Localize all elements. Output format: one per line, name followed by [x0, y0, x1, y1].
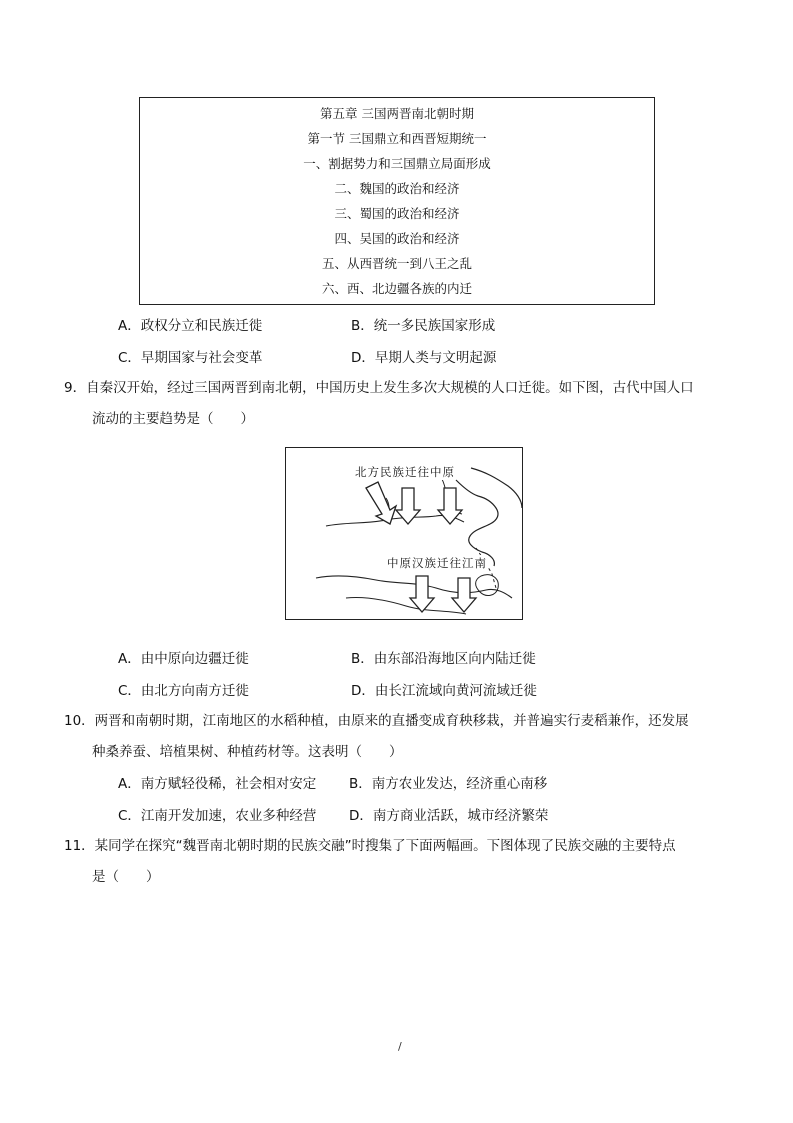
q10-option-d[interactable]: D．南方商业活跃，城市经济繁荣: [349, 808, 549, 824]
toc-item: 一、割据势力和三国鼎立局面形成: [303, 156, 491, 171]
q9-stem-line1: 9．自秦汉开始，经过三国两晋到南北朝，中国历史上发生多次大规模的人口迁徙。如下图，古代中国人口: [64, 380, 694, 396]
toc-section-title: 第一节 三国鼎立和西晋短期统一: [307, 131, 487, 146]
map-label-north: 北方民族迁往中原: [355, 465, 455, 479]
migration-arrow-north-1: [366, 482, 396, 524]
q8-option-b[interactable]: B．统一多民族国家形成: [351, 318, 496, 334]
q9-stem-line2: 流动的主要趋势是（ ）: [92, 411, 254, 427]
migration-arrow-south-2: [452, 578, 476, 612]
page-mark: /: [398, 1040, 402, 1053]
q11-stem-line1: 11．某同学在探究“魏晋南北朝时期的民族交融”时搜集了下面两幅画。下图体现了民族交融的主要特点: [64, 838, 676, 854]
map-label-south: 中原汉族迁往江南: [387, 556, 487, 570]
q9-option-d[interactable]: D．由长江流域向黄河流域迁徙: [351, 683, 537, 699]
coastline-north: [471, 468, 522, 508]
q11-stem-line2: 是（ ）: [92, 869, 160, 885]
toc-chapter-title: 第五章 三国两晋南北朝时期: [320, 106, 474, 121]
migration-arrow-north-3: [438, 488, 462, 524]
yangtze-river: [316, 576, 512, 598]
toc-item: 六、西、北边疆各族的内迁: [321, 281, 472, 296]
toc-item: 三、蜀国的政治和经济: [334, 206, 460, 221]
q8-option-a[interactable]: A．政权分立和民族迁徙: [118, 318, 263, 334]
q10-option-c[interactable]: C．江南开发加速，农业多种经营: [118, 808, 317, 824]
south-arrows: [410, 576, 476, 612]
q9-option-c[interactable]: C．由北方向南方迁徙: [118, 683, 249, 699]
q10-option-b[interactable]: B．南方农业发达，经济重心南移: [349, 776, 548, 792]
toc-item: 五、从西晋统一到八王之乱: [321, 256, 472, 271]
toc-item: 二、魏国的政治和经济: [334, 181, 460, 196]
q9-option-b[interactable]: B．由东部沿海地区向内陆迁徙: [351, 651, 536, 667]
q10-option-a[interactable]: A．南方赋轻役稀，社会相对安定: [118, 776, 317, 792]
q10-stem-line1: 10．两晋和南朝时期，江南地区的水稻种植，由原来的直播变成育秧移栽，并普遍实行麦稻兼作，还发展: [64, 713, 689, 729]
toc-item: 四、吴国的政治和经济: [334, 231, 460, 246]
q8-option-c[interactable]: C．早期国家与社会变革: [118, 350, 263, 366]
q8-option-d[interactable]: D．早期人类与文明起源: [351, 350, 497, 366]
migration-map: [285, 447, 523, 620]
north-arrows: [366, 482, 462, 524]
q9-option-a[interactable]: A．由中原向边疆迁徙: [118, 651, 249, 667]
migration-arrow-south-1: [410, 576, 434, 612]
q10-stem-line2: 种桑养蚕、培植果树、种植药材等。这表明（ ）: [92, 744, 403, 760]
coastline-east: [456, 480, 498, 566]
toc-box: [139, 97, 655, 305]
southern-river: [346, 597, 466, 614]
